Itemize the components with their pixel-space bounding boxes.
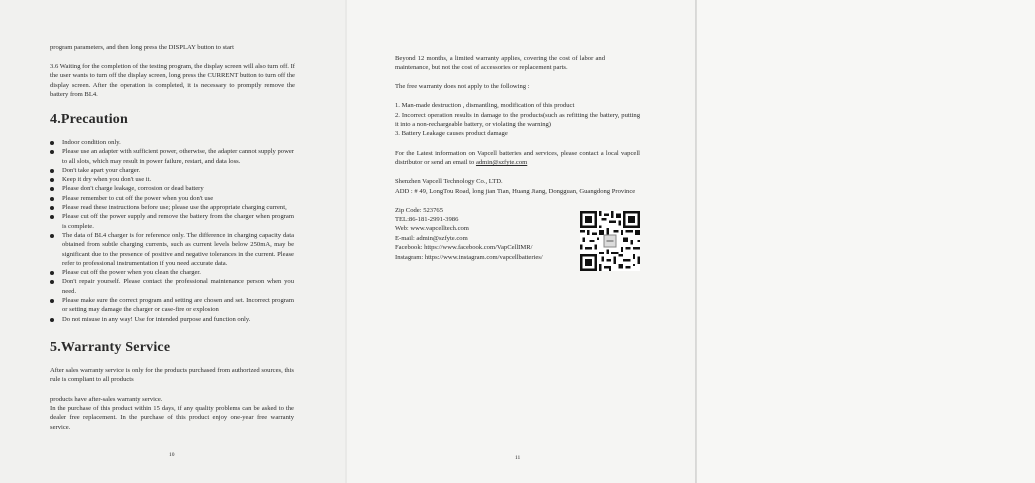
list-item: Do not misuse in any way! Use for intended purpose and function only. bbox=[50, 315, 294, 324]
blank-right-page bbox=[697, 0, 1035, 483]
list-item: Please cut off the power when you clean the charger. bbox=[50, 268, 294, 277]
warranty-paragraph-3: In the purchase of this product within 15 days, if any quality problems can be asked to the dealer free replacement. In the purchase of this product enjoy one-year free warranty service. bbox=[50, 405, 294, 431]
contact-email-link[interactable]: admin@szfyte.com bbox=[475, 159, 528, 167]
list-item: Please remember to cut off the power when you don't use bbox=[50, 194, 294, 203]
qr-code-image bbox=[580, 209, 640, 273]
list-item: Keep it dry when you don't use it. bbox=[50, 175, 294, 184]
company-name: Shenzhen Vapcell Technology Co., LTD. bbox=[395, 178, 503, 185]
precaution-list bbox=[50, 138, 294, 324]
free-warranty-intro: The free warranty does not apply to the following : bbox=[395, 83, 530, 90]
list-item: Don't repair yourself. Please contact the professional maintenance person when you need. bbox=[50, 277, 294, 296]
list-item: Please use an adapter with sufficient power, otherwise, the adapter cannot supply power to all slots, which may result in power failure, restart, and data loss. bbox=[50, 147, 294, 166]
contact-paragraph bbox=[395, 149, 640, 168]
list-item: The data of BL4 charger is for reference only. The difference in charging capacity data obtained from subtle charging currents, such as current levels below 250mA, may be significant due to the presence of positive and negative tolerances in the current. Please refer to professional instrumentation if you need accurate data. bbox=[50, 231, 294, 268]
warranty-paragraph-2: products have after-sales warranty service. bbox=[50, 396, 163, 403]
email: E-mail: admin@szfyte.com bbox=[395, 235, 468, 242]
list-item: Please make sure the correct program and setting are chosen and set. Incorrect program or setting may damage the charger or case-fire or explosion bbox=[50, 296, 294, 315]
website: Web: www.vapcelltech.com bbox=[395, 225, 469, 232]
facebook-link: Facebook: https://www.facebook.com/VapCellIMR/ bbox=[395, 244, 533, 251]
list-item: Please don't charge leakage, corrosion or dead battery bbox=[50, 184, 294, 193]
exclusion-item-1: 1. Man-made destruction , dismantling, modification of this product bbox=[395, 102, 575, 109]
page-number-11: 11 bbox=[515, 455, 521, 461]
exclusion-item-3: 3. Battery Leakage causes product damage bbox=[395, 130, 508, 137]
left-page bbox=[0, 0, 345, 483]
warranty-paragraph-1: After sales warranty service is only for the products purchased from authorized sources, this rule is compliant to all products bbox=[50, 367, 294, 384]
telephone: TEL:86-181-2991-3986 bbox=[395, 216, 459, 223]
list-item: Don't take apart your charger. bbox=[50, 166, 294, 175]
contact-text: For the Latest information on Vapcell batteries and services, please contact a local vapcell distributor or send an email to bbox=[395, 150, 640, 167]
warranty-heading: 5.Warranty Service bbox=[50, 340, 171, 355]
list-item: Please cut off the power supply and remove the battery from the charger when program is complete. bbox=[50, 212, 294, 231]
step-3-6-paragraph: 3.6 Waiting for the completion of the testing program, the display screen will also turn off. If the user wants to turn off the display screen, long press the CURRENT button to turn off the display screen. After the operation is completed, it is necessary to promptly remove the battery from BL4. bbox=[50, 63, 295, 98]
zip-code: Zip Code: 523765 bbox=[395, 207, 443, 214]
instagram-link: Instagram: https://www.instagram.com/vapcellbatteries/ bbox=[395, 254, 543, 261]
exclusion-item-2: 2. Incorrect operation results in damage to the products(such as refitting the battery, putting it into a non-rechargeable battery, or violating the warning) bbox=[395, 112, 640, 129]
company-address: ADD : # 49, LongTou Road, long jian Tian, Huang Jiang, Dongguan, Guangdong Province bbox=[395, 188, 636, 195]
list-item: Indoor condition only. bbox=[50, 138, 294, 147]
intro-paragraph: program parameters, and then long press the DISPLAY button to start bbox=[50, 44, 234, 51]
list-item: Please read these instructions before use; please use the appropriate charging current, bbox=[50, 203, 294, 212]
page-number-10: 10 bbox=[169, 452, 175, 458]
beyond-12-months-paragraph: Beyond 12 months, a limited warranty applies, covering the cost of labor and maintenance, but not the cost of accessories or replacement parts. bbox=[395, 55, 605, 72]
precaution-heading: 4.Precaution bbox=[50, 112, 128, 127]
